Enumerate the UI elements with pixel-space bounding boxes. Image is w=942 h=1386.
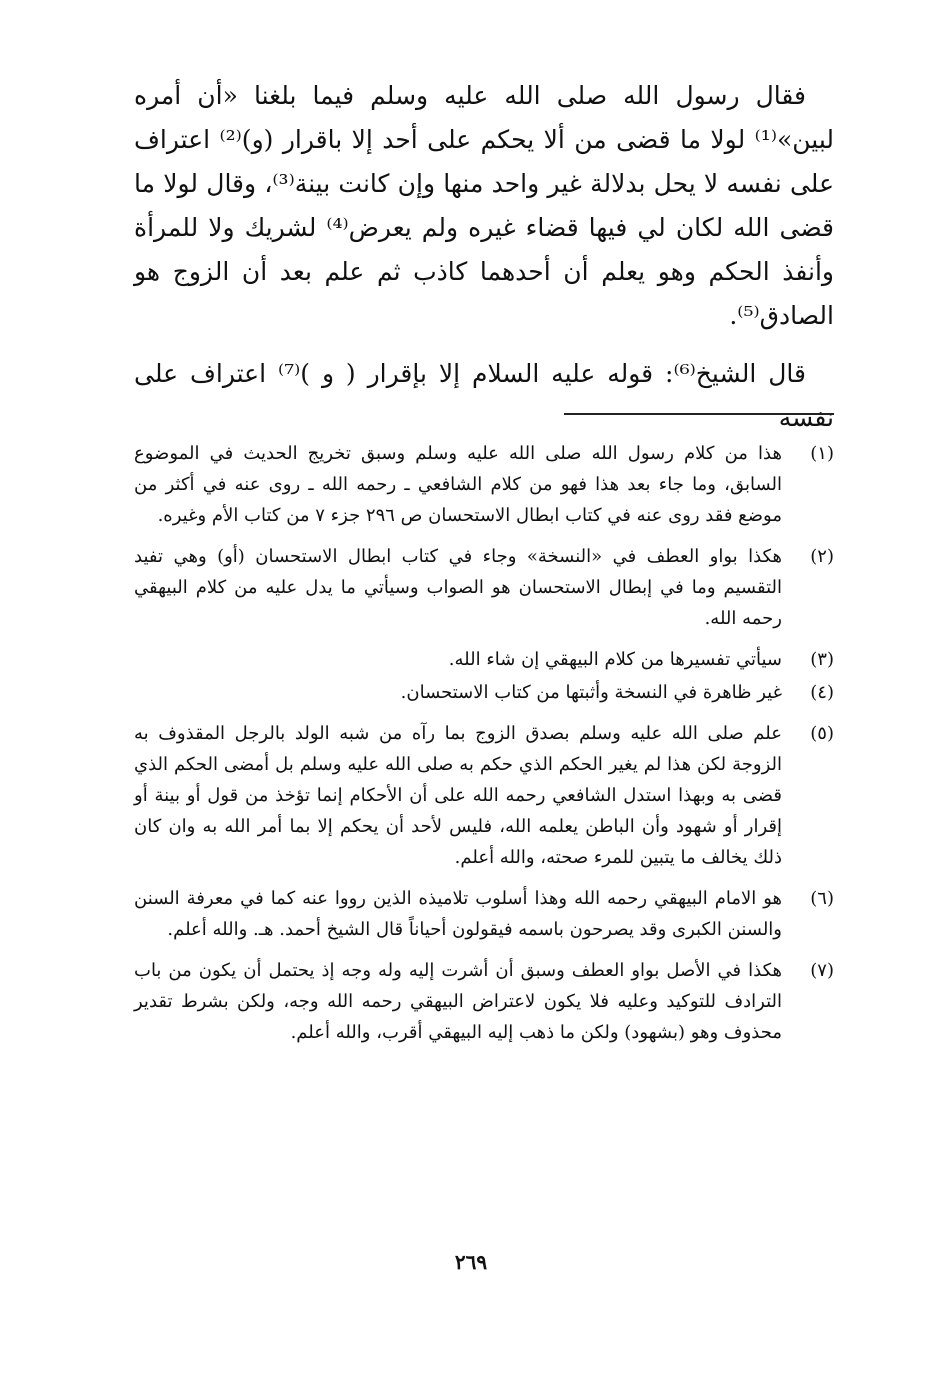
footnote-number: (١) bbox=[810, 443, 834, 464]
footnote-item bbox=[134, 541, 834, 634]
footnote-text: هذا من كلام رسول الله صلى الله عليه وسلم وسبق تخريج الحديث في الموضوع السابق، وما جاء بعد هذا فهو من كلام الشافعي ـ رحمه الله ـ روى عنه في أكثر من موضع فقد روى عنه في كتاب ابطال الاستحسان ص ٢٩٦ جزء ٧ من كتاب الأم وغيره. bbox=[134, 443, 782, 526]
footnote-text: سيأتي تفسيرها من كلام البيهقي إن شاء الله. bbox=[448, 649, 782, 670]
main-paragraph: فقال رسول الله صلى الله عليه وسلم فيما بلغنا «أن أمره لبين»⁽¹⁾ لولا ما قضى من ألا يحكم على أحد إلا باقرار (و)⁽²⁾ اعتراف على نفسه لا يحل بدلالة غير واحد منها وإن كانت بينة⁽³⁾، وقال لولا ما قضى الله لكان لي فيها قضاء غيره ولم يعرض⁽⁴⁾ لشريك ولا للمرأة وأنفذ الحكم وهو يعلم أن أحدهما كاذب ثم علم بعد أن الزوج هو الصادق⁽⁵⁾. bbox=[134, 81, 835, 330]
main-text bbox=[134, 74, 834, 454]
footnote-item bbox=[134, 718, 834, 873]
footnote-number: (٧) bbox=[810, 960, 834, 981]
footnote-item bbox=[134, 677, 834, 708]
footnote-number: (٦) bbox=[810, 888, 834, 909]
footnote-text: هو الامام البيهقي رحمه الله وهذا أسلوب تلاميذه الذين رووا عنه كما في معرفة السنن والسنن الكبرى وقد يصرحون باسمه فيقولون أحياناً قال الشيخ أحمد. هـ. والله أعلم. bbox=[134, 888, 782, 940]
footnote-number: (٢) bbox=[810, 546, 834, 567]
footnote-divider bbox=[564, 413, 834, 415]
page-number: ٢٦٩ bbox=[454, 1250, 488, 1274]
footnote-item bbox=[134, 883, 834, 945]
footnote-item bbox=[134, 438, 834, 531]
footnote-text: هكذا بواو العطف في «النسخة» وجاء في كتاب ابطال الاستحسان (أو) وهي تفيد التقسيم وما في إبطال الاستحسان هو الصواب وسيأتي ما يدل عليه من كلام البيهقي رحمه الله. bbox=[134, 546, 782, 629]
footnote-number: (٤) bbox=[810, 682, 834, 703]
footnote-item bbox=[134, 955, 834, 1048]
footnotes bbox=[134, 438, 834, 1058]
footnote-text: هكذا في الأصل بواو العطف وسبق أن أشرت إليه وله وجه إذ يحتمل أن يكون من باب الترادف للتوكيد وعليه فلا يكون لاعتراض البيهقي رحمه الله وجه، ولكن بشرط تقدير محذوف وهو (بشهود) ولكن ما ذهب إليه البيهقي أقرب، والله أعلم. bbox=[134, 960, 782, 1043]
footnote-text: علم صلى الله عليه وسلم بصدق الزوج بما رآه من شبه الولد بالرجل المقذوف به الزوجة لكن هذا لم يغير الحكم الذي حكم به صلى الله عليه وسلم بل أمضى الحكم الذي قضى به وبهذا استدل الشافعي رحمه الله على أن الأحكام إنما تؤخذ من قول أو بينة أو إقرار أو شهود وأن الباطن يعلمه الله، فليس لأحد أن يحكم إلا بما أمر الله به وان كان ذلك يخالف ما يتبين للمرء صحته، والله أعلم. bbox=[134, 723, 782, 868]
footnote-number: (٣) bbox=[810, 649, 834, 670]
footnote-number: (٥) bbox=[810, 723, 834, 744]
footnote-item bbox=[134, 644, 834, 675]
main-paragraph: قال الشيخ⁽⁶⁾: قوله عليه السلام إلا بإقرار ( و )⁽⁷⁾ اعتراف على نفسه bbox=[134, 359, 834, 432]
footnote-text: غير ظاهرة في النسخة وأثبتها من كتاب الاستحسان. bbox=[400, 682, 782, 703]
